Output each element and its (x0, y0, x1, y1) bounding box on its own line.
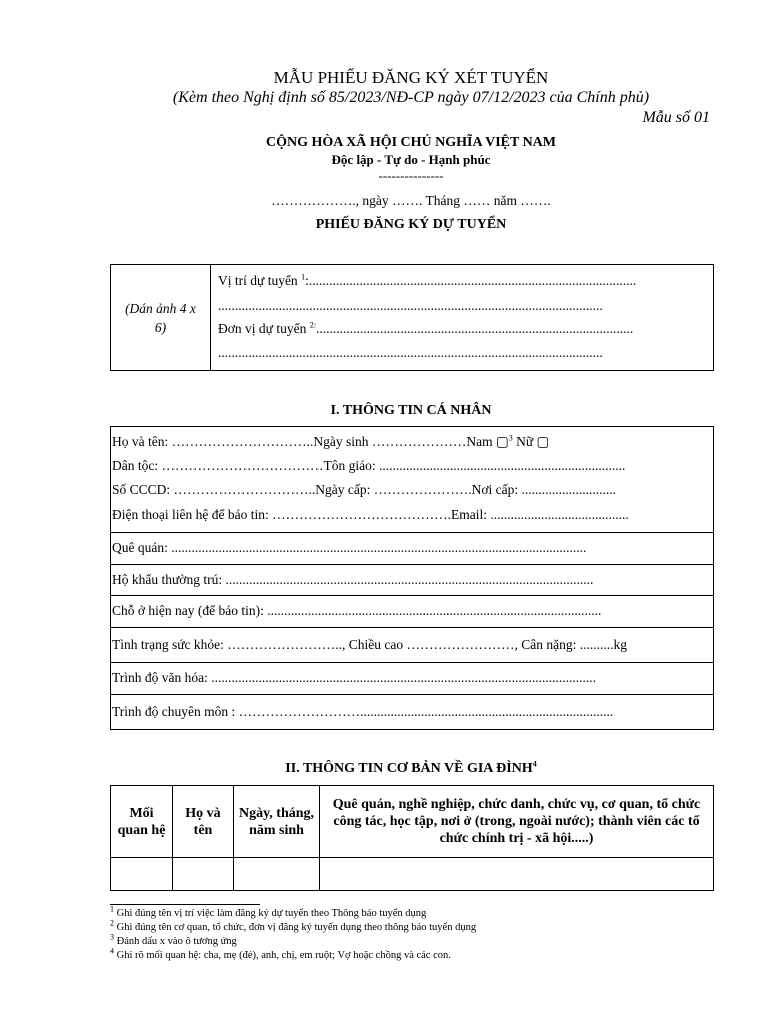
residence-line[interactable]: Chỗ ở hiện nay (để báo tin): ................................................................................................... (112, 603, 602, 618)
footnote-4 (110, 946, 451, 961)
unit-label: Đơn vị dự tuyển (218, 321, 310, 336)
female-checkbox-label: Nữ ▢ (512, 434, 550, 449)
basic-info-row (111, 427, 713, 532)
footnote-1 (110, 904, 427, 919)
application-box (110, 264, 714, 371)
family-heading-text: II. THÔNG TIN CƠ BẢN VỀ GIA ĐÌNH (285, 761, 533, 776)
photo-label-line-2: 6) (154, 319, 167, 335)
footnote-4-text: Ghi rõ mối quan hệ: cha, mẹ (đẻ), anh, chị, em ruột; Vợ hoặc chồng và các con. (114, 950, 451, 961)
col-date-of-birth: Ngày, tháng, năm sinh (234, 786, 320, 858)
specialty-row (111, 694, 713, 731)
family-table-header (111, 786, 714, 858)
footnote-3 (110, 932, 237, 947)
phone-email-line[interactable]: Điện thoại liên hệ để báo tin: ………………………………….Email: ......................................... (112, 507, 629, 522)
footnote-ref-1: 1 (301, 272, 306, 282)
name-dob-gender-label: Họ và tên: …………………………..Ngày sinh …………………Nam ▢ (112, 434, 509, 449)
date-line: ………………., ngày ……. Tháng …… năm ……. (271, 193, 551, 208)
residence-row (111, 595, 713, 627)
household-line[interactable]: Hộ khẩu thường trú: ............................................................................................................. (112, 572, 594, 587)
footnote-2-mark: 2 (110, 918, 114, 928)
education-line[interactable]: Trình độ văn hóa: .................................................................................................................. (112, 670, 597, 685)
id-card-line[interactable]: Số CCCD: …………………………..Ngày cấp: ………………….Nơi cấp: ............................ (112, 482, 616, 497)
footnote-3-text: Đánh dấu x vào ô tương ứng (114, 936, 237, 947)
section-family-info-heading (0, 761, 768, 777)
footnote-4-mark: 4 (110, 946, 114, 956)
date-of-birth-cell[interactable] (234, 858, 320, 891)
section-personal-info-heading: I. THÔNG TIN CÁ NHÂN (330, 403, 492, 418)
health-line[interactable]: Tình trạng sức khỏe: …………………….., Chiều cao ……………………, Cân nặng: ..........kg (112, 637, 628, 652)
unit-field-line-2[interactable]: .................................................................................................................. (218, 345, 603, 360)
details-cell[interactable] (320, 858, 714, 891)
footnote-1-mark: 1 (110, 904, 114, 914)
name-line[interactable] (112, 434, 549, 450)
full-name-cell[interactable] (173, 858, 234, 891)
ethnic-religion-line[interactable]: Dân tộc: ………………………………Tôn giáo: ......................................................................... (112, 458, 626, 473)
national-motto: Độc lập - Tự do - Hạnh phúc (331, 152, 491, 167)
footnote-ref-4: 4 (532, 759, 537, 769)
photo-label-line-1: (Dán ảnh 4 x (125, 300, 196, 316)
footnote-ref-2: 2: (309, 320, 316, 330)
personal-info-box (110, 426, 714, 730)
nation-name: CỘNG HÒA XÃ HỘI CHỦ NGHĨA VIỆT NAM (265, 135, 556, 150)
household-row (111, 564, 713, 595)
photo-placeholder[interactable] (111, 265, 211, 370)
footnote-1-text: Ghi đúng tên vị trí việc làm đăng ký dự tuyển theo Thông báo tuyển dụng (114, 908, 427, 919)
footnote-2 (110, 918, 477, 933)
position-dots: :................................................................................................. (305, 273, 637, 288)
unit-dots: .............................................................................................. (315, 321, 634, 336)
education-row (111, 662, 713, 694)
position-field-line-2[interactable]: .................................................................................................................. (218, 298, 603, 313)
col-relationship: Mối quan hệ (111, 786, 173, 858)
specialty-line[interactable]: Trình độ chuyên môn : ………………………........................................................................... (112, 704, 614, 719)
unit-field[interactable] (218, 321, 633, 337)
motto-underline: --------------- (378, 168, 444, 183)
hometown-row (111, 532, 713, 564)
footnote-ref-3: 3 (508, 433, 513, 443)
decree-reference: (Kèm theo Nghị định số 85/2023/NĐ-CP ngày 07/12/2023 của Chính phủ) (172, 89, 650, 106)
form-number: Mẫu số 01 (642, 109, 710, 126)
form-title: PHIẾU ĐĂNG KÝ DỰ TUYỂN (315, 217, 507, 232)
hometown-line[interactable]: Quê quán: ........................................................................................................................... (112, 540, 587, 555)
relationship-cell[interactable] (111, 858, 173, 891)
footnote-2-text: Ghi đúng tên cơ quan, tổ chức, đơn vị đăng ký tuyển dụng theo thông báo tuyển dụng (114, 922, 477, 933)
health-row (111, 627, 713, 662)
document-title: MẪU PHIẾU ĐĂNG KÝ XÉT TUYỂN (273, 68, 549, 87)
family-table-row (111, 858, 714, 891)
family-table (110, 785, 714, 891)
col-full-name: Họ và tên (173, 786, 234, 858)
position-label: Vị trí dự tuyển (218, 273, 302, 288)
footnote-3-mark: 3 (110, 932, 114, 942)
position-field[interactable] (218, 273, 636, 289)
footnote-divider (110, 904, 260, 905)
col-details: Quê quán, nghề nghiệp, chức danh, chức vụ, cơ quan, tổ chức công tác, học tập, nơi ở (trong, ngoài nước); thành viên các tổ chức chính trị - xã hội.....) (320, 786, 714, 858)
